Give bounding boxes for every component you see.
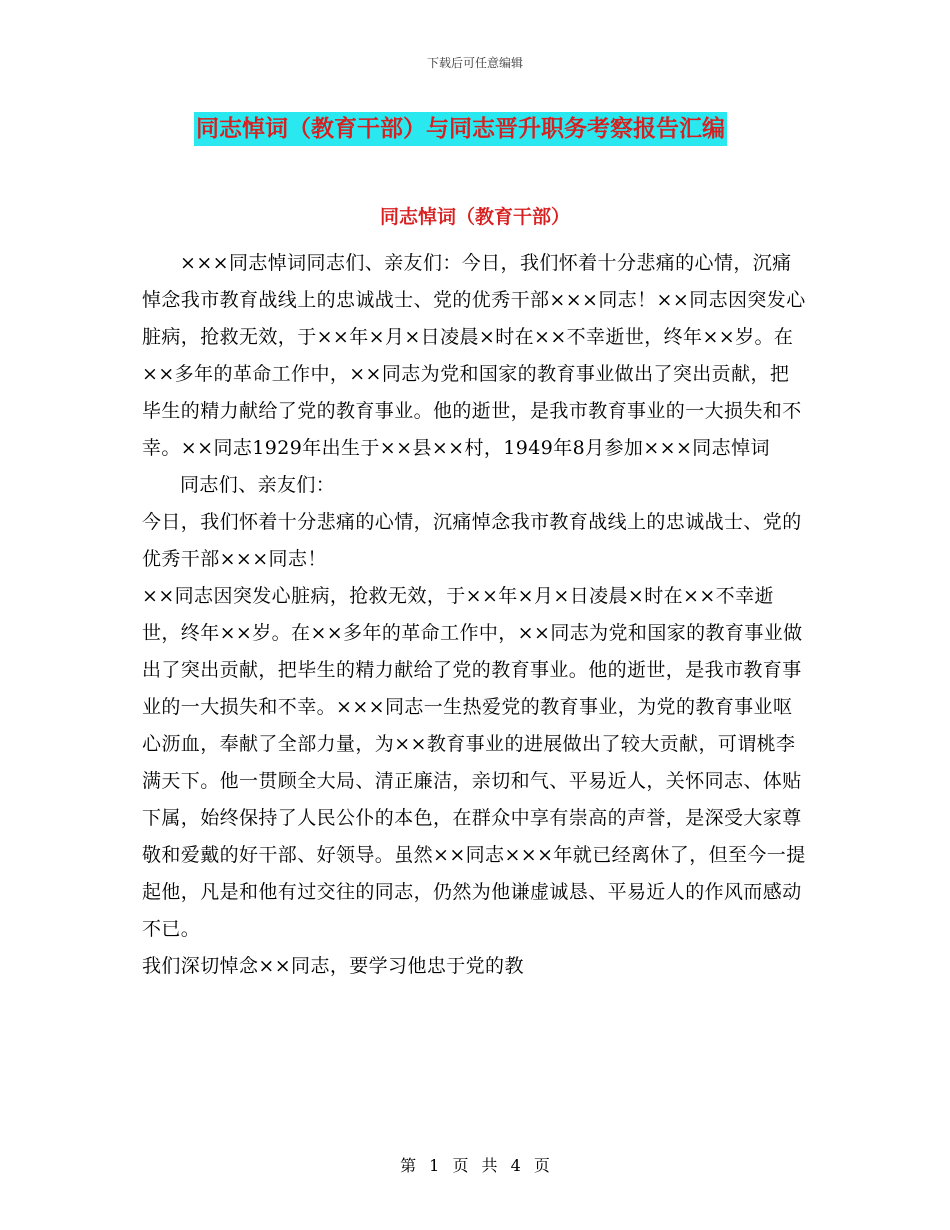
document-body — [142, 245, 808, 985]
page-number-footer: 第 1 页 共 4 页 — [400, 1156, 550, 1175]
paragraph-3: 今日，我们怀着十分悲痛的心情，沉痛悼念我市教育战线上的忠诚战士、党的优秀干部×××同志！ — [142, 511, 802, 570]
paragraph-2: 同志们、亲友们： — [180, 474, 336, 496]
paragraph-5: 我们深切悼念××同志，要学习他忠于党的教 — [142, 955, 524, 977]
paragraph-1: ×××同志悼词同志们、亲友们：今日，我们怀着十分悲痛的心情，沉痛悼念我市教育战线上的忠诚战士、党的优秀干部×××同志！××同志因突发心脏病，抢救无效，于××年×月×日凌晨×时在××不幸逝世，终年××岁。在××多年的革命工作中，××同志为党和国家的教育事业做出了突出贡献，把毕生的精力献给了党的教育事业。他的逝世，是我市教育事业的一大损失和不幸。××同志1929年出生于××县××村，1949年8月参加×××同志悼词 — [142, 252, 806, 459]
section-title: 同志悼词（教育干部） — [379, 206, 570, 228]
paragraph-4: ××同志因突发心脏病，抢救无效，于××年×月×日凌晨×时在××不幸逝世，终年××岁。在××多年的革命工作中，××同志为党和国家的教育事业做出了突出贡献，把毕生的精力献给了党的教育事业。他的逝世，是我市教育事业的一大损失和不幸。×××同志一生热爱党的教育事业，为党的教育事业呕心沥血，奉献了全部力量，为××教育事业的进展做出了较大贡献，可谓桃李满天下。他一贯顾全大局、清正廉洁，亲切和气、平易近人，关怀同志、体贴下属，始终保持了人民公仆的本色，在群众中享有崇高的声誉，是深受大家尊敬和爱戴的好干部、好领导。虽然××同志×××年就已经离休了，但至今一提起他，凡是和他有过交往的同志，仍然为他谦虚诚恳、平易近人的作风而感动不已。 — [142, 585, 806, 940]
document-title: 同志悼词（教育干部）与同志晋升职务考察报告汇编 — [194, 112, 727, 146]
page-header-note: 下载后可任意编辑 — [426, 56, 523, 70]
